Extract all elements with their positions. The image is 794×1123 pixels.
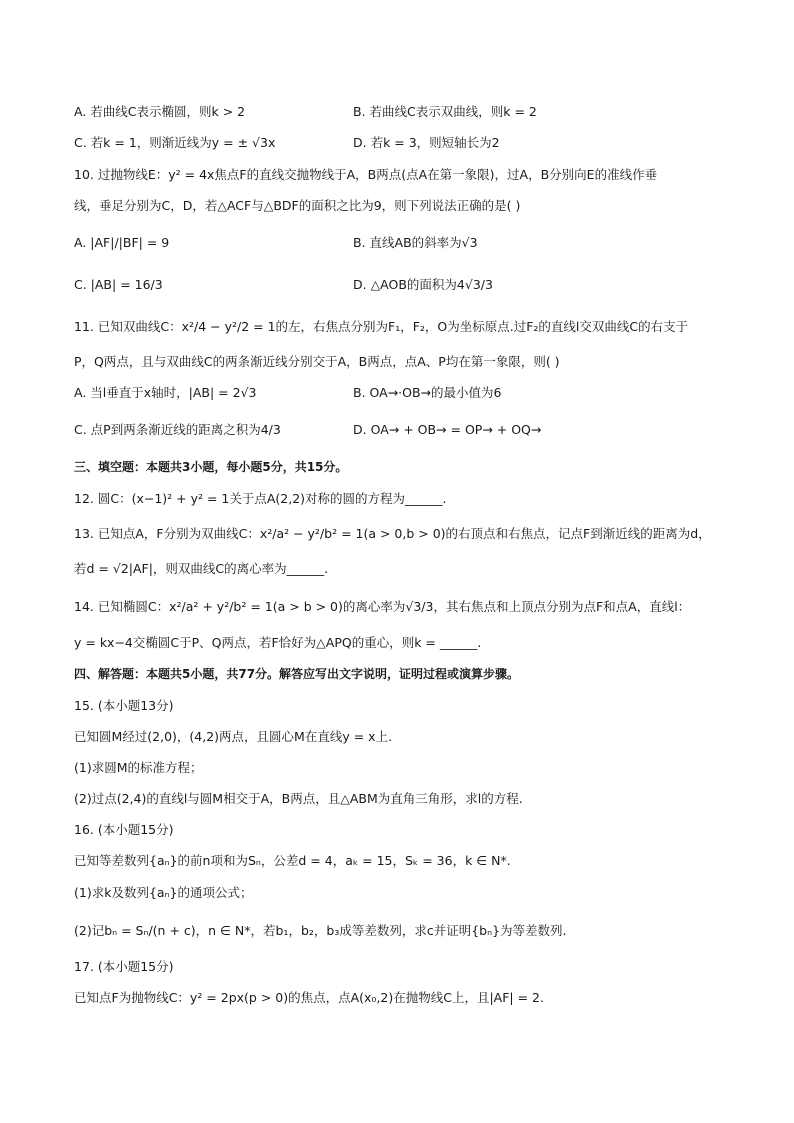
q15-part-1: (1)求圆M的标准方程； bbox=[74, 760, 203, 775]
q11-option-a: A. 当l垂直于x轴时，|AB| = 2√3 bbox=[74, 385, 257, 400]
section-3-heading: 三、填空题：本题共3小题，每小题5分，共15分。 bbox=[74, 460, 348, 474]
q16-title: 16. (本小题15分) bbox=[74, 822, 174, 837]
q14-line-1: 14. 已知椭圆C：x²/a² + y²/b² = 1(a > b > 0)的离心率为√3/3，其右焦点和上顶点分别为点F和点A，直线l： bbox=[74, 599, 691, 614]
q10-option-d: D. △AOB的面积为4√3/3 bbox=[353, 277, 493, 292]
q10-option-c: C. |AB| = 16/3 bbox=[74, 277, 163, 292]
q10-stem-line-1: 10. 过抛物线E：y² = 4x焦点F的直线交抛物线于A，B两点(点A在第一象限)，过A，B分别向E的准线作垂 bbox=[74, 167, 658, 182]
q15-stem: 已知圆M经过(2,0)，(4,2)两点，且圆心M在直线y = x上. bbox=[74, 729, 393, 744]
q15-part-2: (2)过点(2,4)的直线l与圆M相交于A，B两点，且△ABM为直角三角形，求l的方程. bbox=[74, 791, 523, 806]
q9-option-d: D. 若k = 3，则短轴长为2 bbox=[353, 135, 500, 150]
q10-option-a: A. |AF|/|BF| = 9 bbox=[74, 235, 170, 250]
q9-option-a: A. 若曲线C表示椭圆，则k > 2 bbox=[74, 104, 246, 119]
q11-option-b: B. OA→·OB→的最小值为6 bbox=[353, 385, 502, 400]
q9-option-c: C. 若k = 1，则渐近线为y = ± √3x bbox=[74, 135, 276, 150]
q11-stem-line-1: 11. 已知双曲线C：x²/4 − y²/2 = 1的左，右焦点分别为F₁，F₂，O为坐标原点.过F₂的直线l交双曲线C的右支于 bbox=[74, 319, 689, 334]
q13-line-1: 13. 已知点A，F分别为双曲线C：x²/a² − y²/b² = 1(a > 0,b > 0)的右顶点和右焦点，记点F到渐近线的距离为d， bbox=[74, 526, 711, 541]
q16-part-2: (2)记bₙ = Sₙ/(n + c)，n ∈ N*，若b₁，b₂，b₃成等差数列，求c并证明{bₙ}为等差数列. bbox=[74, 923, 567, 938]
q10-stem-line-2: 线，垂足分别为C，D，若△ACF与△BDF的面积之比为9，则下列说法正确的是( ) bbox=[74, 198, 521, 213]
q16-stem: 已知等差数列{aₙ}的前n项和为Sₙ，公差d = 4，aₖ = 15，Sₖ = 36，k ∈ N*. bbox=[74, 853, 511, 868]
q15-title: 15. (本小题13分) bbox=[74, 698, 174, 713]
q17-stem: 已知点F为抛物线C：y² = 2px(p > 0)的焦点，点A(x₀,2)在抛物线C上，且|AF| = 2. bbox=[74, 990, 544, 1005]
q14-line-2: y = kx−4交椭圆C于P、Q两点，若F恰好为△APQ的重心，则k = ______. bbox=[74, 635, 482, 650]
q9-option-b: B. 若曲线C表示双曲线，则k = 2 bbox=[353, 104, 537, 119]
section-4-heading: 四、解答题：本题共5小题，共77分。解答应写出文字说明，证明过程或演算步骤。 bbox=[74, 667, 520, 681]
q17-title: 17. (本小题15分) bbox=[74, 959, 174, 974]
q11-option-c: C. 点P到两条渐近线的距离之积为4/3 bbox=[74, 422, 281, 437]
q12: 12. 圆C：(x−1)² + y² = 1关于点A(2,2)对称的圆的方程为______. bbox=[74, 491, 447, 506]
q10-option-b: B. 直线AB的斜率为√3 bbox=[353, 235, 478, 250]
q13-line-2: 若d = √2|AF|，则双曲线C的离心率为______. bbox=[74, 561, 329, 576]
q11-stem-line-2: P，Q两点，且与双曲线C的两条渐近线分别交于A，B两点，点A、P均在第一象限，则( ) bbox=[74, 354, 560, 369]
q11-option-d: D. OA→ + OB→ = OP→ + OQ→ bbox=[353, 422, 542, 437]
q16-part-1: (1)求k及数列{aₙ}的通项公式； bbox=[74, 885, 253, 900]
